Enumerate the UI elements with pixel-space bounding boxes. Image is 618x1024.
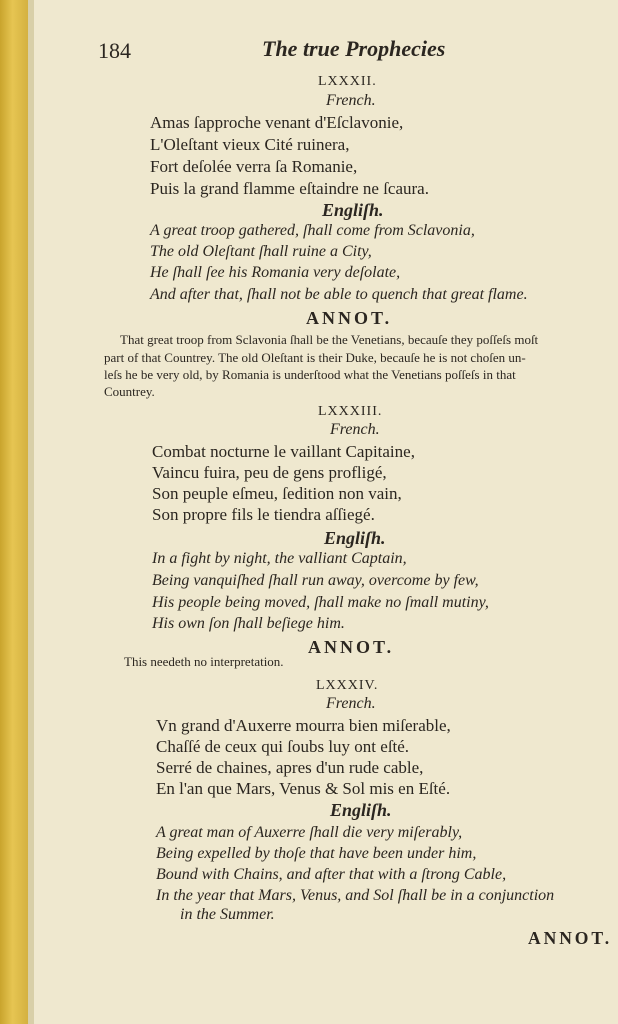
q82-annot-line-3: leſs he be very old, by Romania is underſtood what the Venetians poſſeſs in that: [104, 367, 516, 382]
q84-french-line-3: Serré de chaines, apres d'un rude cable,: [156, 758, 424, 777]
q84-french-line-1: Vn grand d'Auxerre mourra bien miſerable,: [156, 716, 451, 735]
q82-english-line-2: The old Oleſtant ſhall ruine a City,: [150, 243, 372, 260]
q82-annot-line-2: part of that Countrey. The old Oleſtant is their Duke, becauſe he is not choſen un-: [104, 350, 526, 365]
quatrain-82-annot-label: ANNOT.: [306, 308, 393, 328]
q83-english-line-1: In a fight by night, the valliant Captain,: [152, 550, 407, 567]
q82-english-line-1: A great troop gathered, ſhall come from Sclavonia,: [150, 222, 475, 239]
quatrain-84-french-label: French.: [326, 695, 376, 712]
q82-annot-line-4: Countrey.: [104, 384, 155, 399]
q82-annot-line-1: That great troop from Sclavonia ſhall be the Venetians, becauſe they poſſeſs moſt: [120, 332, 539, 347]
q82-french-line-3: Fort deſolée verra ſa Romanie,: [150, 157, 358, 176]
q83-annot-line-1: This needeth no interpretation.: [124, 654, 284, 669]
q84-english-line-3: Bound with Chains, and after that with a ſtrong Cable,: [156, 866, 507, 883]
q82-french-line-2: L'Oleſtant vieux Cité ruinera,: [150, 135, 350, 154]
q84-english-line-4: In the year that Mars, Venus, and Sol ſhall be in a conjunction: [156, 887, 555, 904]
page-number: 184: [98, 38, 131, 63]
running-head: The true Prophecies: [262, 36, 446, 61]
q82-english-line-3: He ſhall ſee his Romania very deſolate,: [150, 264, 401, 281]
quatrain-84-english-label: Engliſh.: [330, 800, 392, 820]
q83-french-line-3: Son peuple eſmeu, ſedition non vain,: [152, 484, 402, 503]
quatrain-83-annot-label: ANNOT.: [308, 637, 395, 657]
quatrain-83-number: LXXXIII.: [318, 404, 383, 419]
quatrain-82-english-label: Engliſh.: [322, 200, 384, 220]
quatrain-83-french-label: French.: [330, 421, 380, 438]
q84-french-line-2: Chaſſé de ceux qui ſoubs luy ont eſté.: [156, 737, 410, 756]
q82-french-line-1: Amas ſapproche venant d'Eſclavonie,: [150, 113, 404, 132]
q83-english-line-4: His own ſon ſhall beſiege him.: [152, 615, 345, 632]
q83-french-line-1: Combat nocturne le vaillant Capitaine,: [152, 442, 415, 461]
q82-english-line-4: And after that, ſhall not be able to quench that great flame.: [150, 286, 528, 303]
q83-english-line-3: His people being moved, ſhall make no ſmall mutiny,: [152, 594, 489, 611]
q84-english-line-1: A great man of Auxerre ſhall die very miſerably,: [156, 824, 463, 841]
quatrain-82-french-label: French.: [326, 92, 376, 109]
q83-french-line-4: Son propre fils le tiendra aſſiegé.: [152, 505, 375, 524]
book-spine-edge: [0, 0, 28, 1024]
q84-english-line-2: Being expelled by thoſe that have been under him,: [156, 845, 477, 862]
q84-french-line-4: En l'an que Mars, Venus & Sol mis en Eſté.: [156, 779, 451, 798]
q83-french-line-2: Vaincu fuira, peu de gens profligé,: [152, 463, 387, 482]
q83-english-line-2: Being vanquiſhed ſhall run away, overcome by few,: [152, 572, 479, 589]
q82-french-line-4: Puis la grand flamme eſtaindre ne ſcaura.: [150, 179, 429, 198]
quatrain-83-english-label: Engliſh.: [324, 528, 386, 548]
q84-english-line-5: in the Summer.: [180, 906, 275, 923]
quatrain-84-annot-label: ANNOT.: [528, 928, 613, 948]
quatrain-82-number: LXXXII.: [318, 74, 377, 89]
quatrain-84-number: LXXXIV.: [316, 678, 379, 693]
